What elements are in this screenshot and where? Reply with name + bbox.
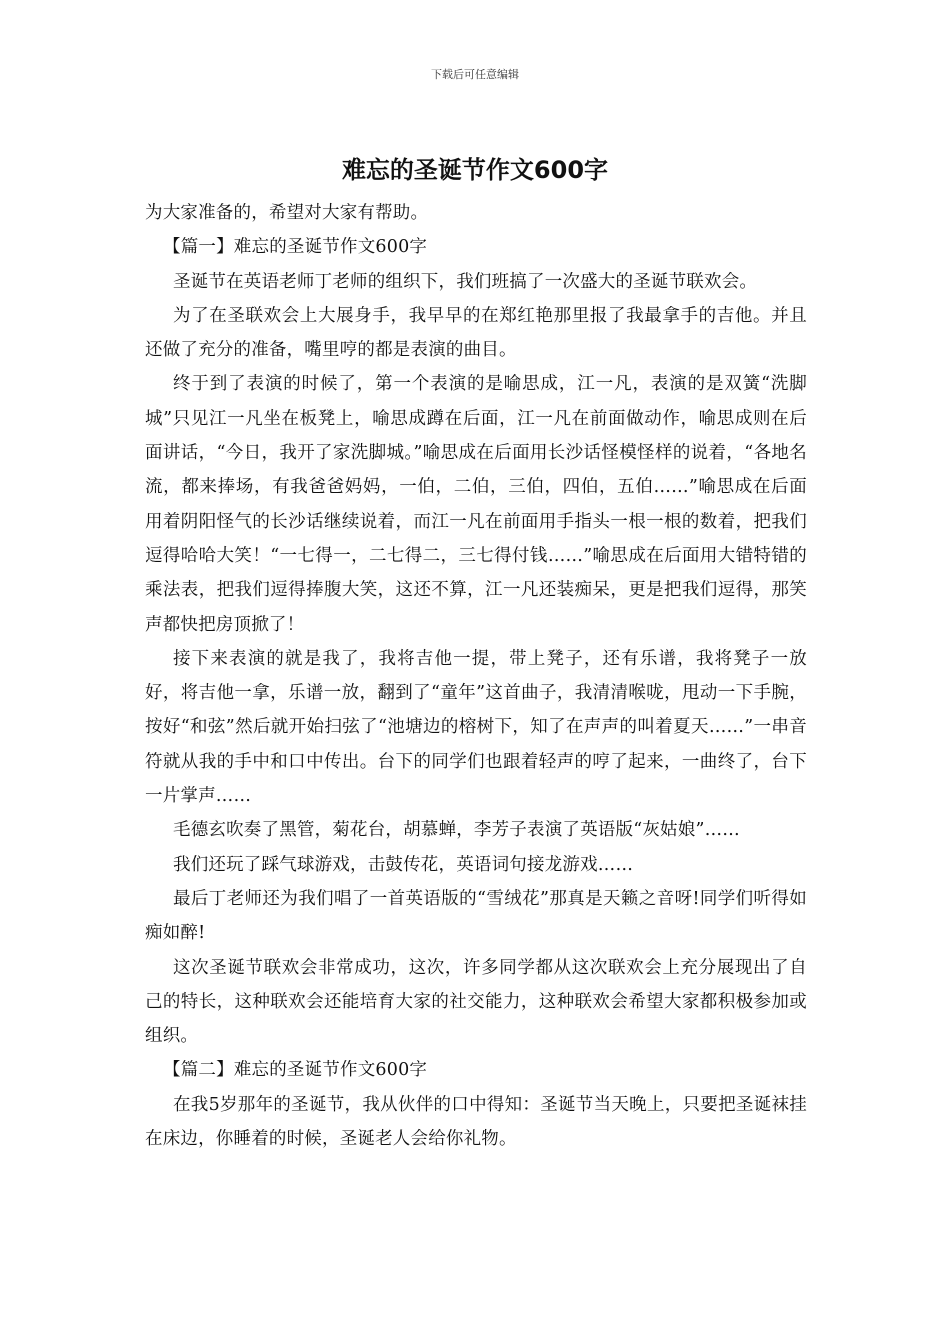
paragraph: 这次圣诞节联欢会非常成功，这次，许多同学都从这次联欢会上充分展现出了自己的特长，这种联欢会还能培育大家的社交能力，这种联欢会希望大家都积极参加或组织。 (145, 957, 807, 1047)
document-title: 难忘的圣诞节作文600字 (341, 156, 609, 184)
paragraph: 最后丁老师还为我们唱了一首英语版的“雪绒花”那真是天籁之音呀!同学们听得如痴如醉! (145, 888, 807, 944)
intro-paragraph: 为大家准备的，希望对大家有帮助。 (145, 203, 429, 223)
paragraph: 接下来表演的就是我了，我将吉他一提，带上凳子，还有乐谱，我将凳子一放好，将吉他一拿，乐谱一放，翻到了“童年”这首曲子，我清清喉咙，甩动一下手腕，按好“和弦”然后就开始扫弦了“池塘边的榕树下，知了在声声的叫着夏天……”一串音符就从我的手中和口中传出。台下的同学们也跟着轻声的哼了起来，一曲终了，台下一片掌声…… (145, 648, 807, 807)
paragraph: 在我5岁那年的圣诞节，我从伙伴的口中得知：圣诞节当天晚上，只要把圣诞袜挂在床边，你睡着的时候，圣诞老人会给你礼物。 (145, 1094, 807, 1150)
header-note: 下载后可任意编辑 (431, 68, 519, 81)
paragraph: 我们还玩了踩气球游戏，击鼓传花，英语词句接龙游戏…… (173, 854, 634, 875)
paragraph: 毛德玄吹奏了黑管，菊花台，胡慕蝉，李芳子表演了英语版“灰姑娘”…… (173, 820, 740, 841)
paragraph: 为了在圣联欢会上大展身手，我早早的在郑红艳那里报了我最拿手的吉他。并且还做了充分的准备，嘴里哼的都是表演的曲目。 (145, 305, 807, 361)
paragraph: 圣诞节在英语老师丁老师的组织下，我们班搞了一次盛大的圣诞节联欢会。 (173, 271, 758, 292)
paragraph: 终于到了表演的时候了，第一个表演的是喻思成，江一凡，表演的是双簧“洗脚城”只见江一凡坐在板凳上，喻思成蹲在后面，江一凡在前面做动作，喻思成则在后面讲话，“今日，我开了家洗脚城。”喻思成在后面用长沙话怪模怪样的说着，“各地名流，都来捧场，有我爸爸妈妈，一伯，二伯，三伯，四伯，五伯……”喻思成在后面用着阴阳怪气的长沙话继续说着，而江一凡在前面用手指头一根一根的数着，把我们逗得哈哈大笑！“一七得一，二七得二，三七得付钱……”喻思成在后面用大错特错的乘法表，把我们逗得捧腹大笑，这还不算，江一凡还装痴呆，更是把我们逗得，那笑声都快把房顶掀了！ (145, 374, 807, 635)
section-heading-2: 【篇二】难忘的圣诞节作文600字 (163, 1060, 428, 1081)
section-heading-1: 【篇一】难忘的圣诞节作文600字 (163, 237, 428, 258)
document-body (145, 196, 807, 1156)
